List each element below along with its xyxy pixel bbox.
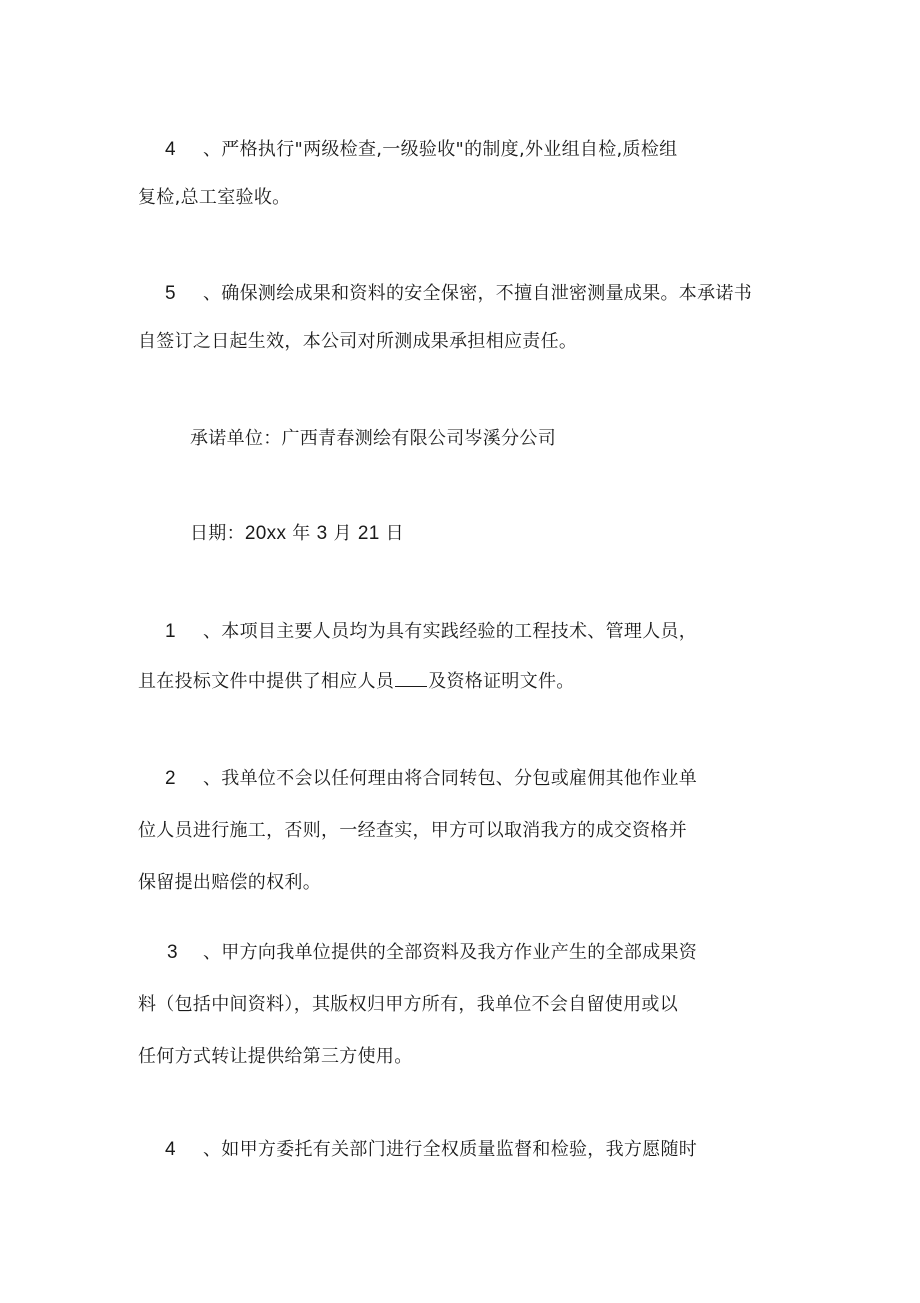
item-text-line: 任何方式转让提供给第三方使用。 [138, 1046, 413, 1067]
date-month-unit: 月 [333, 523, 352, 544]
item-text-line: 料（包括中间资料），其版权归甲方所有，我单位不会自留使用或以 [138, 994, 678, 1015]
date-year: 20xx [244, 523, 287, 544]
date-day-unit: 日 [385, 523, 404, 544]
commitment-unit: 承诺单位：广西青春测绘有限公司岑溪分公司 [190, 428, 556, 449]
date-month: 3 [316, 523, 328, 544]
item-text-line: 、我单位不会以任何理由将合同转包、分包或雇佣其他作业单 [203, 768, 698, 789]
item-number: 1 [165, 621, 176, 642]
item-text-line: 、如甲方委托有关部门进行全权质量监督和检验，我方愿随时 [203, 1139, 698, 1160]
item-text-line: 、甲方向我单位提供的全部资料及我方作业产生的全部成果资 [203, 942, 698, 963]
item-text-line: 位人员进行施工，否则，一经查实，甲方可以取消我方的成交资格并 [138, 820, 687, 841]
item-text-line-with-blank [138, 668, 575, 694]
item-number: 2 [165, 768, 176, 789]
line-before-blank: 且在投标文件中提供了相应人员 [138, 671, 395, 692]
item-number: 3 [167, 942, 178, 963]
item-text-line: 复检,总工室验收。 [138, 187, 291, 208]
date-day: 21 [357, 523, 380, 544]
item-number: 4 [165, 1139, 176, 1160]
item-text-line: 、确保测绘成果和资料的安全保密，不擅自泄密测量成果。本承诺书 [203, 283, 752, 304]
item-number: 5 [165, 283, 176, 304]
date-prefix: 日期： [190, 523, 245, 544]
item-text-line: 保留提出赔偿的权利。 [138, 872, 321, 893]
line-after-blank: 及资格证明文件。 [428, 671, 575, 692]
date-line [190, 522, 404, 546]
item-text-line: 自签订之日起生效，本公司对所测成果承担相应责任。 [138, 331, 578, 352]
item-number: 4 [165, 139, 176, 160]
fill-in-blank [395, 668, 427, 687]
item-text-line: 、严格执行"两级检查,一级验收"的制度,外业组自检,质检组 [203, 139, 678, 160]
item-text-line: 、本项目主要人员均为具有实践经验的工程技术、管理人员， [203, 621, 698, 642]
date-year-unit: 年 [292, 523, 311, 544]
